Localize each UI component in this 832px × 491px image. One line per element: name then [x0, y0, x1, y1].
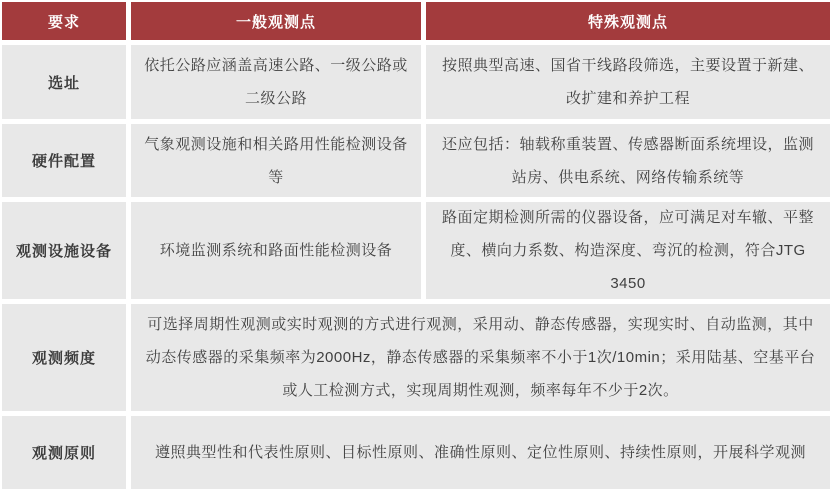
cell-site-selection-general: 依托公路应涵盖高速公路、一级公路或二级公路 — [131, 45, 421, 119]
row-label-hardware-config: 硬件配置 — [2, 124, 126, 197]
header-cell-special: 特殊观测点 — [426, 2, 830, 40]
cell-site-selection-special: 按照典型高速、国省干线路段筛选，主要设置于新建、改扩建和养护工程 — [426, 45, 830, 119]
row-label-observation-frequency: 观测频度 — [2, 304, 126, 411]
cell-observation-equipment-general: 环境监测系统和路面性能检测设备 — [131, 202, 421, 299]
cell-observation-frequency-merged: 可选择周期性观测或实时观测的方式进行观测，采用动、静态传感器，实现实时、自动监测，其中动态传感器的采集频率为2000Hz，静态传感器的采集频率不小于1次/10min；采用陆基、空基平台或人工检测方式，实现周期性观测，频率每年不少于2次。 — [131, 304, 830, 411]
cell-observation-equipment-special: 路面定期检测所需的仪器设备，应可满足对车辙、平整度、横向力系数、构造深度、弯沉的检测，符合JTG 3450 — [426, 202, 830, 299]
header-cell-requirement: 要求 — [2, 2, 126, 40]
table-grid — [2, 2, 830, 489]
cell-observation-principles-merged: 遵照典型性和代表性原则、目标性原则、准确性原则、定位性原则、持续性原则，开展科学观测 — [131, 416, 830, 489]
row-label-observation-equipment: 观测设施设备 — [2, 202, 126, 299]
header-cell-general: 一般观测点 — [131, 2, 421, 40]
cell-hardware-config-special: 还应包括：轴载称重装置、传感器断面系统埋设，监测站房、供电系统、网络传输系统等 — [426, 124, 830, 197]
row-label-site-selection: 选址 — [2, 45, 126, 119]
row-label-observation-principles: 观测原则 — [2, 416, 126, 489]
cell-hardware-config-general: 气象观测设施和相关路用性能检测设备等 — [131, 124, 421, 197]
